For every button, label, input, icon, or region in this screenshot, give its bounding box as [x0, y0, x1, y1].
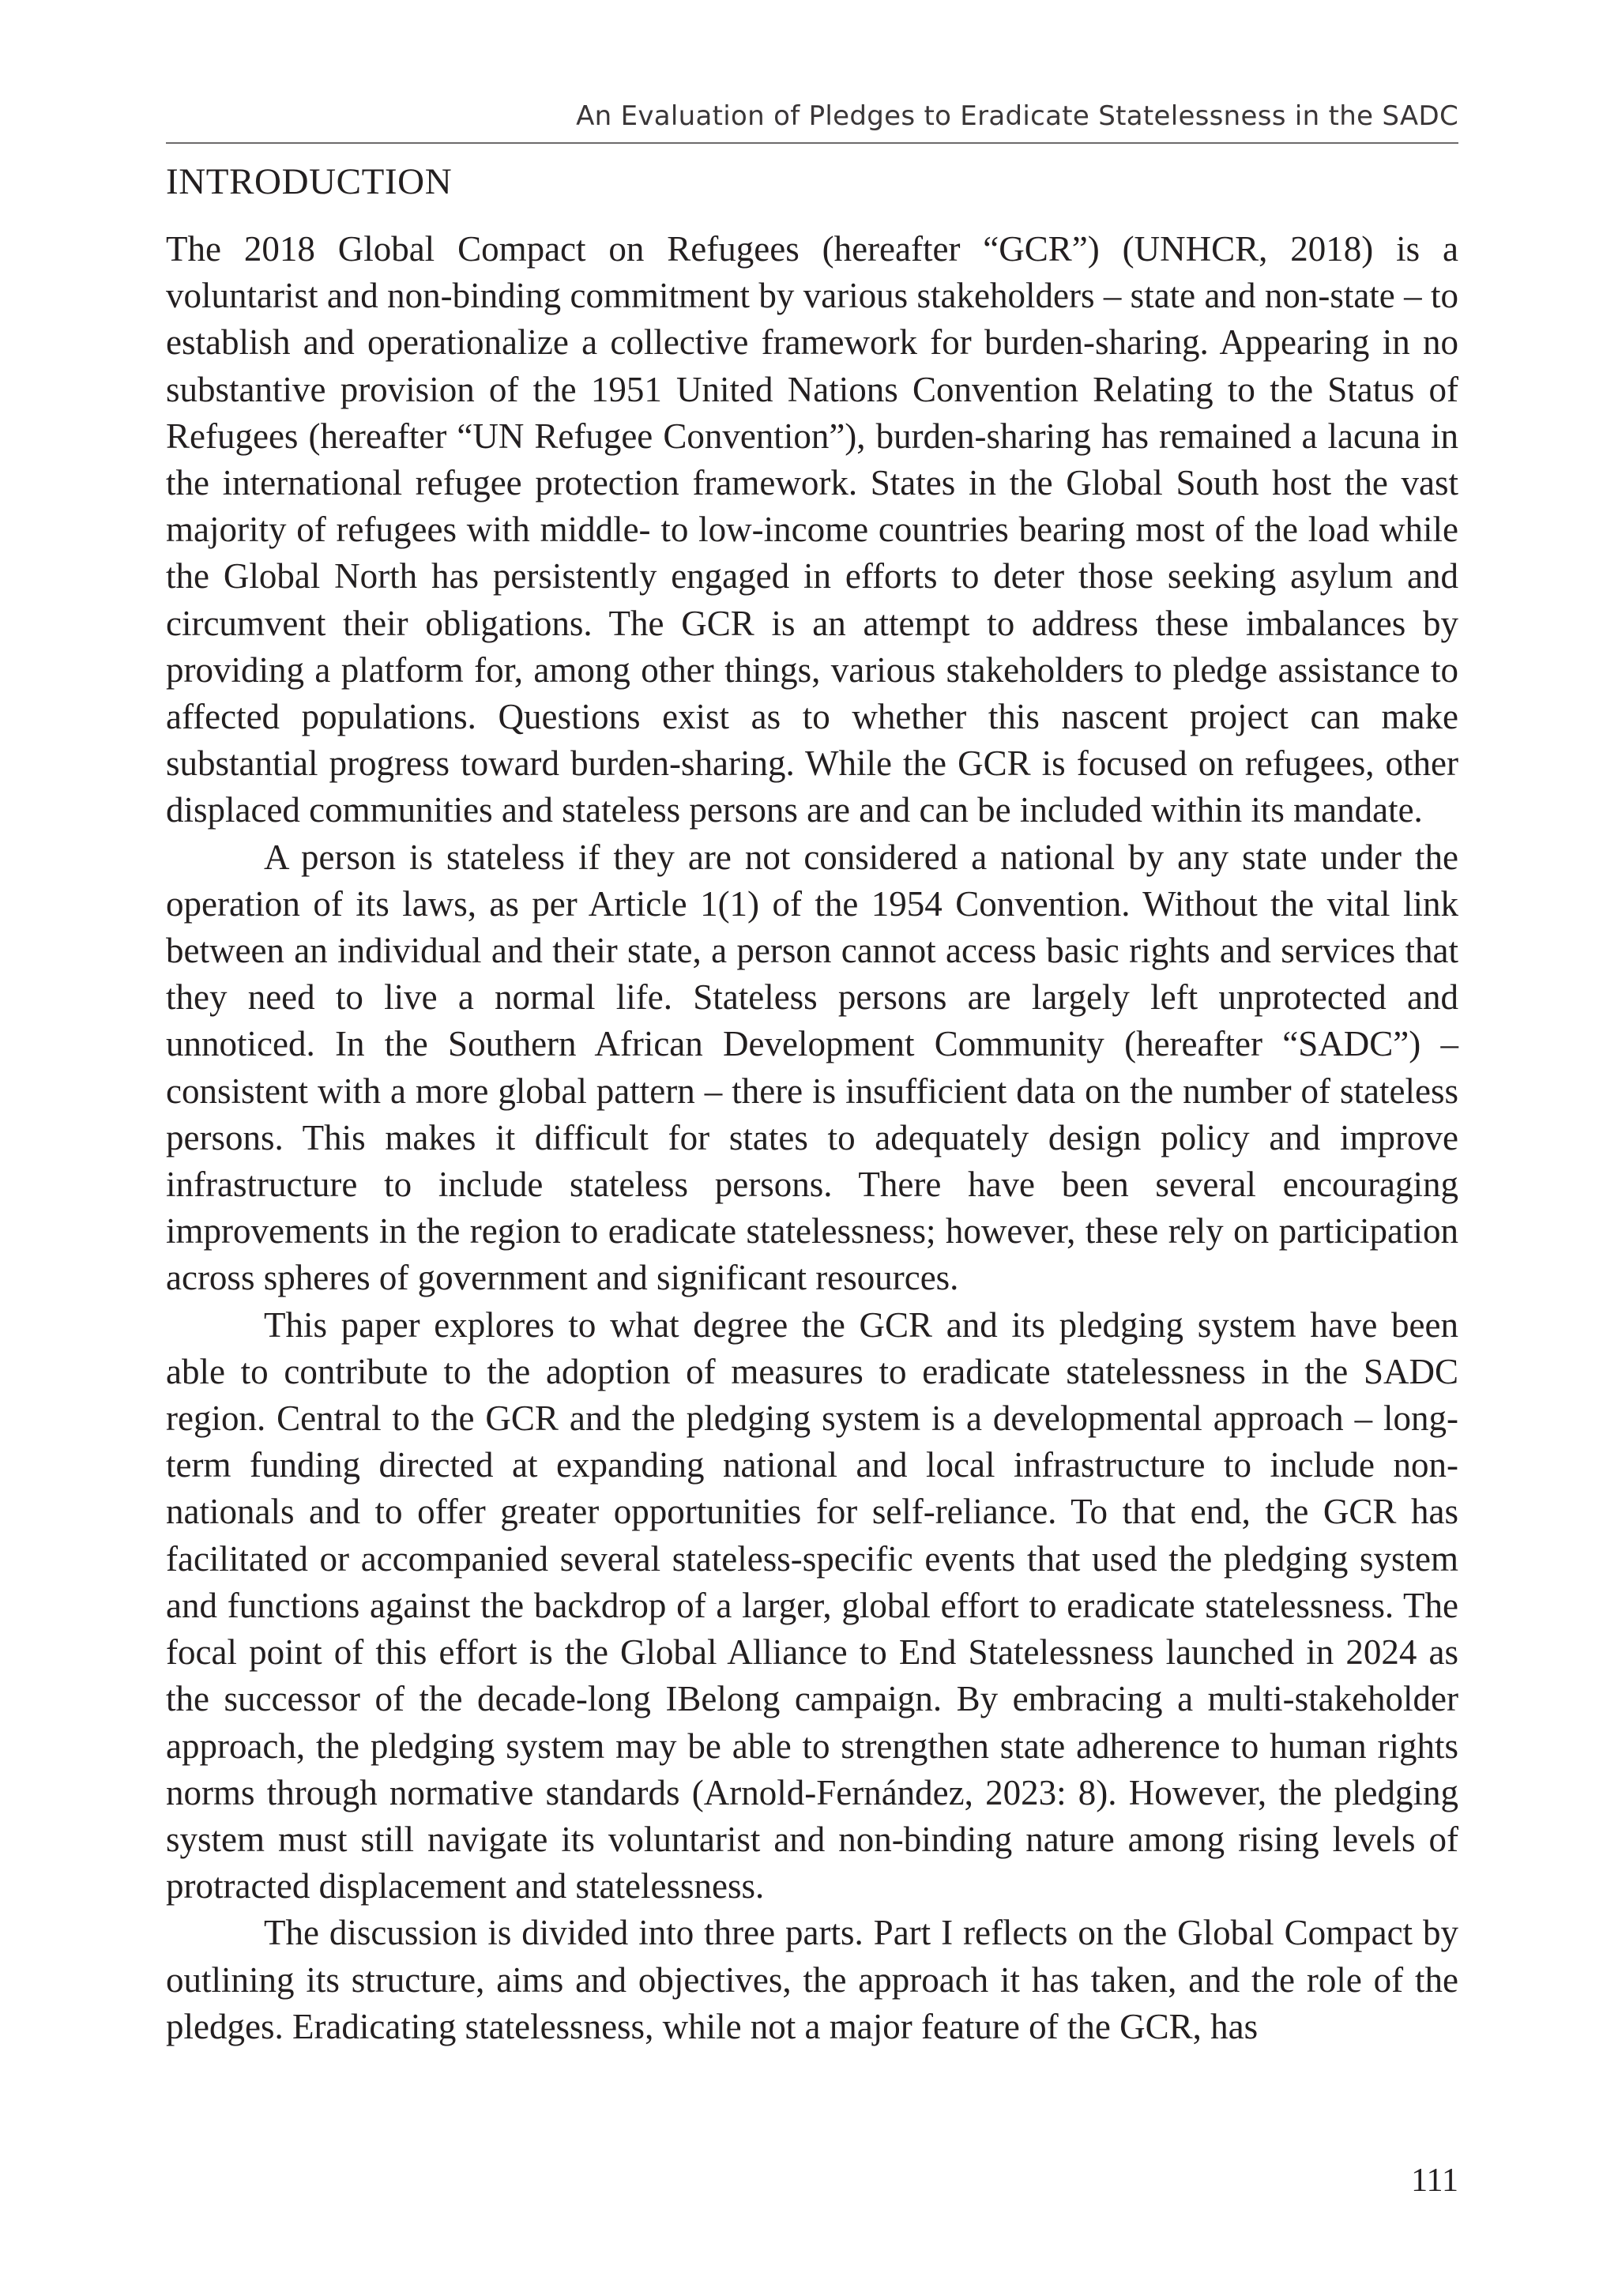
body-text [166, 226, 1458, 2050]
running-header: An Evaluation of Pledges to Eradicate Statelessness in the SADC [576, 100, 1458, 132]
paragraph-2: A person is stateless if they are not considered a national by any state under the operation of its laws, as per Article 1(1) of the 1954 Convention. Without the vital link between an individual and their state, a person cannot access basic rights and services that they need to live a normal life. Stateless persons are largely left unprotected and unnoticed. In the Southern African Development Community (hereafter “SADC”) – consistent with a more global pattern – there is insufficient data on the number of stateless persons. This makes it difficult for states to adequately design policy and improve infrastructure to include stateless persons. There have been several encouraging improvements in the region to eradicate statelessness; however, these rely on participation across spheres of government and significant resources. [166, 837, 1458, 1298]
section-heading: INTRODUCTION [166, 161, 453, 202]
page-number: 111 [1411, 2162, 1458, 2199]
paragraph-1: The 2018 Global Compact on Refugees (hereafter “GCR”) (UNHCR, 2018) is a voluntarist and non-binding commitment by various stakeholders – state and non-state – to establish and operationalize a collective framework for burden-sharing. Appearing in no substantive provision of the 1951 United Nations Convention Relating to the Status of Refugees (hereafter “UN Refugee Convention”), burden-sharing has remained a lacuna in the international refugee protection framework. States in the Global South host the vast majority of refugees with middle- to low-income countries bearing most of the load while the Global North has persistently engaged in efforts to deter those seeking asylum and circumvent their obligations. The GCR is an attempt to address these imbalances by providing a platform for, among other things, various stakeholders to pledge assistance to affected populations. Questions exist as to whether this nascent project can make substantial progress toward burden-sharing. While the GCR is focused on refugees, other displaced communities and stateless persons are and can be included within its mandate. [166, 229, 1458, 830]
paragraph-4: The discussion is divided into three parts. Part I reflects on the Global Compact by outlining its structure, aims and objectives, the approach it has taken, and the role of the pledges. Eradicating statelessness, while not a major feature of the GCR, has [166, 1913, 1458, 2046]
header-rule [166, 142, 1458, 144]
paragraph-3: This paper explores to what degree the GCR and its pledging system have been able to contribute to the adoption of measures to eradicate statelessness in the SADC region. Central to the GCR and the pledging system is a developmental approach – long-term funding directed at expanding national and local infrastructure to include non-nationals and to offer greater opportunities for self-reliance. To that end, the GCR has facilitated or accompanied several stateless-specific events that used the pledging system and functions against the backdrop of a larger, global effort to eradicate statelessness. The focal point of this effort is the Global Alliance to End Statelessness launched in 2024 as the successor of the decade-long IBelong campaign. By embracing a multi-stakeholder approach, the pledging system may be able to strengthen state adherence to human rights norms through normative standards (Arnold-Fernández, 2023: 8). However, the pledging system must still navigate its voluntarist and non-binding nature among rising levels of protracted displacement and statelessness. [166, 1304, 1458, 1906]
